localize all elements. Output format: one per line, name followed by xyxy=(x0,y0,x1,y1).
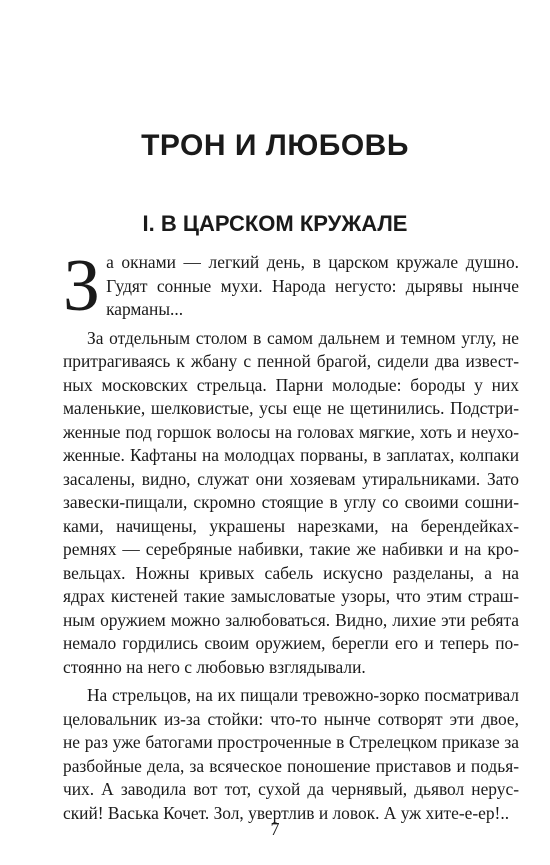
body-text xyxy=(63,245,519,825)
book-title: ТРОН И ЛЮБОВЬ xyxy=(141,129,409,162)
page-number: 7 xyxy=(270,819,280,839)
paragraph-3: На стрельцов, на их пищали тревожно-зорко посматривал целовальник из-за стойки: что-то нынче сотворят эти двое, не раз уже батогами простроченные в Стрелецком приказе за разбойные дела, за всяческое поношение приставов и подьячих. А заводила вот тот, сухой да чернявый, дьявол нерусский! Васька Кочет. Зол, увертлив и ловок. А уж хите-е-ер!.. xyxy=(63,685,519,823)
drop-cap: З xyxy=(63,245,101,327)
chapter-title: I. В ЦАРСКОМ КРУЖАЛЕ xyxy=(142,211,408,236)
paragraph-1-text: а окнами — легкий день, в царском кружале душно. Гудят сонные мухи. Народа негусто: дырявы нынче карманы... xyxy=(106,252,519,319)
paragraph-1 xyxy=(63,245,519,327)
paragraph-2: За отдельным столом в самом дальнем и темном углу, не притрагиваясь к жбану с пенной брагой, сидели два известных московских стрельца. Парни молодые: бороды у них маленькие, шелковистые, усы еще не щетинились. Подстриженные под горшок волосы на головах мягкие, хоть и неухоженные. Кафтаны на молодцах порваны, в заплатах, колпаки засалены, видно, служат они хозяевам утиральниками. Зато завески-пищали, скромно стоящие в углу со своими сошниками, начищены, украшены нарезками, на берендейках-ремнях — серебряные набивки, такие же набивки и на кровельцах. Ножны кривых сабель искусно разделаны, а на ядрах кистеней такие замысловатые узоры, что этим страшным оружием можно залюбоваться. Видно, лихие эти ребята немало гордились своим оружием, берегли его и теперь постоянно на него с любовью взглядывали. xyxy=(63,327,519,677)
